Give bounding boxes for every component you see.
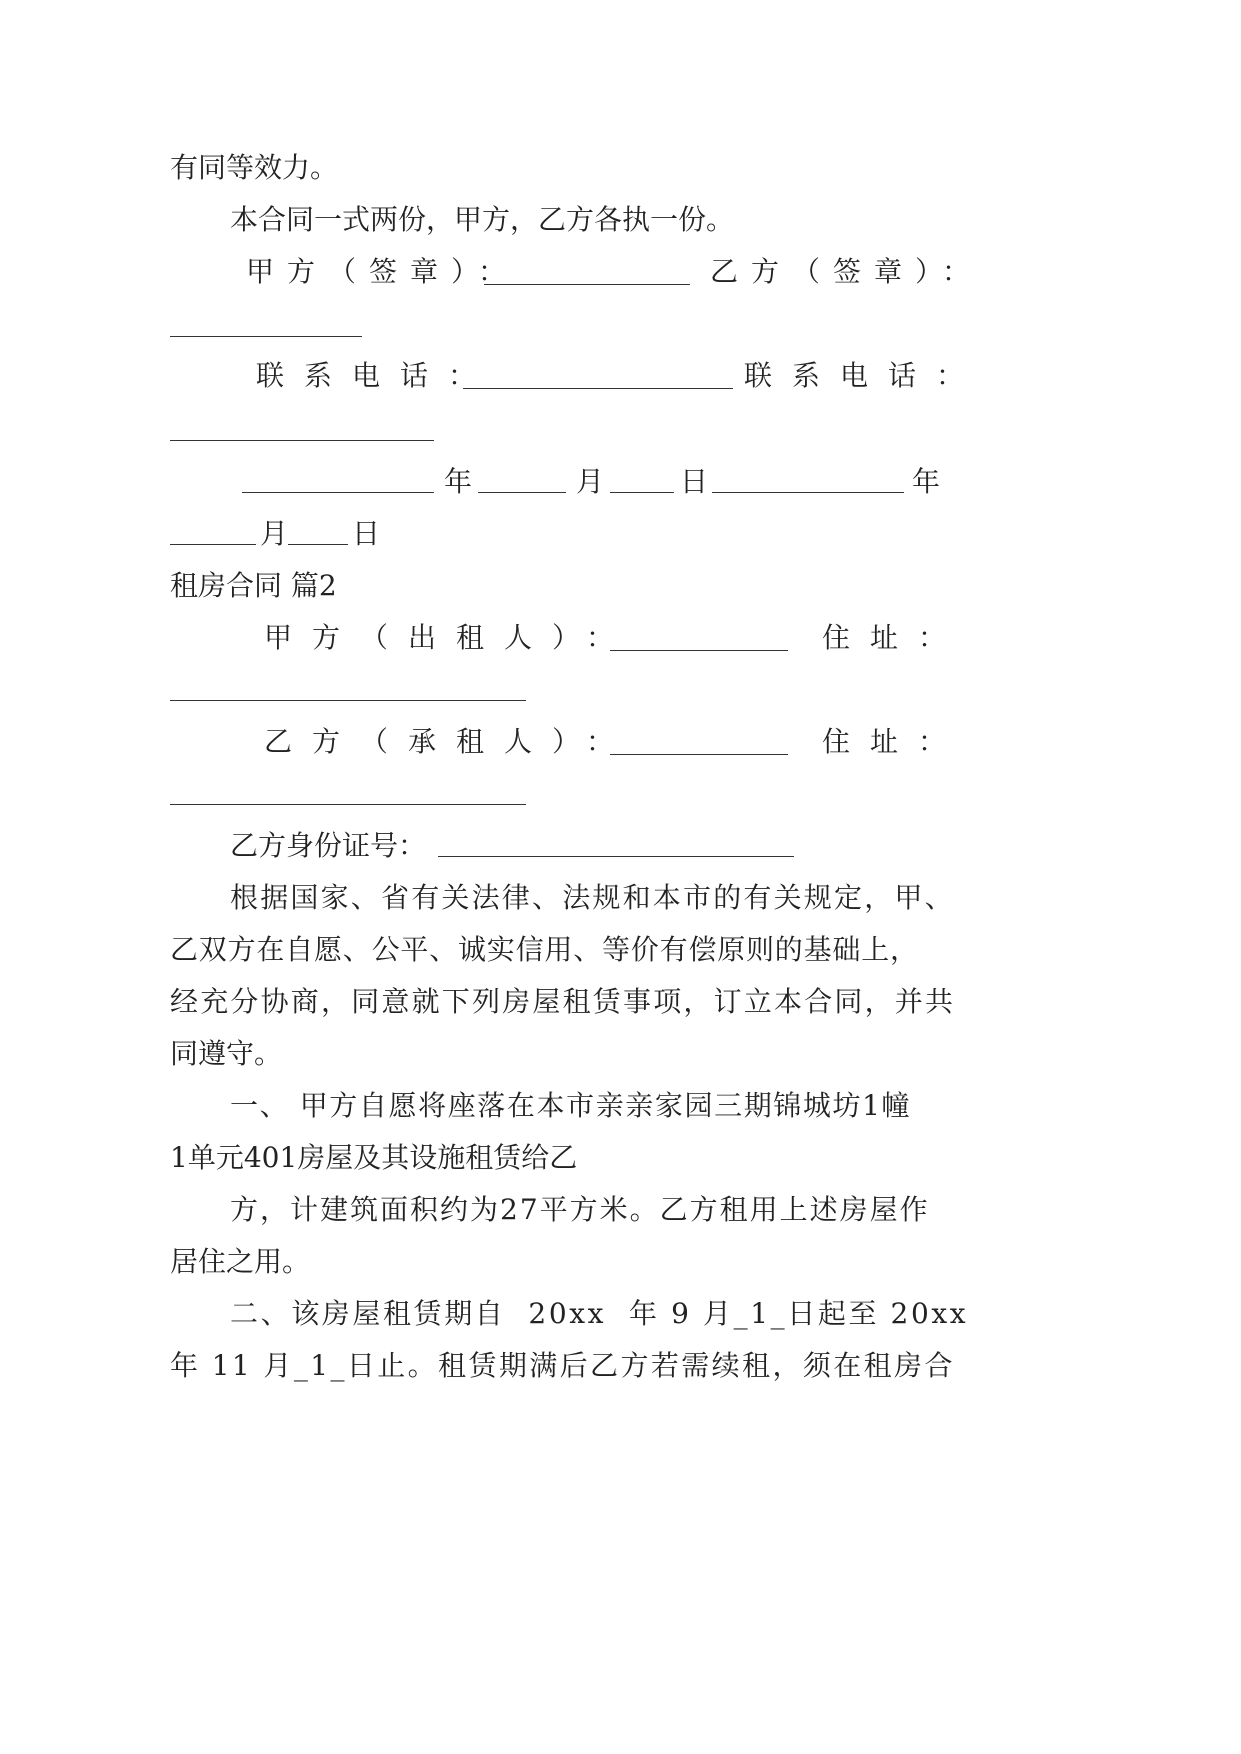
paragraph-line: 居住之用。 xyxy=(170,1245,311,1278)
party-a-label: 甲方（出租人）： xyxy=(264,621,635,654)
text-line: 有同等效力。 xyxy=(170,151,339,184)
date-b-day-blank xyxy=(288,544,348,545)
date-b-year-blank xyxy=(712,492,904,493)
date-year-label: 年 xyxy=(912,465,941,498)
party-a-address-label: 住址： xyxy=(822,621,967,654)
party-a-address-blank xyxy=(170,700,526,701)
date-month-label: 月 xyxy=(576,465,605,498)
paragraph-line: 同遵守。 xyxy=(170,1037,283,1070)
paragraph-line: 经充分协商，同意就下列房屋租赁事项，订立本合同，并共 xyxy=(170,985,956,1018)
party-b-phone-label: 联系电话： xyxy=(744,359,985,392)
paragraph-line: 1单元401房屋及其设施租赁给乙 xyxy=(170,1141,578,1174)
party-a-signature-blank xyxy=(484,284,690,285)
paragraph-line: 乙双方在自愿、公平、诚实信用、等价有偿原则的基础上， xyxy=(170,933,919,966)
party-b-label: 乙方（承租人）： xyxy=(264,725,635,758)
party-b-phone-blank xyxy=(170,440,434,441)
date-day-label: 日 xyxy=(680,465,709,498)
date-a-year-blank xyxy=(242,492,434,493)
date-day-label: 日 xyxy=(352,517,381,550)
party-a-name-blank xyxy=(610,650,788,651)
date-b-month-blank xyxy=(170,544,256,545)
id-number-blank xyxy=(438,856,794,857)
section-title: 租房合同 篇2 xyxy=(170,569,337,602)
paragraph-line: 二、该房屋租赁期自 20xx 年 9 月_1_日起至 20xx xyxy=(230,1297,969,1330)
paragraph-line: 年 11 月_1_日止。租赁期满后乙方若需续租，须在租房合 xyxy=(170,1349,955,1382)
paragraph-line: 方，计建筑面积约为27平方米。乙方租用上述房屋作 xyxy=(230,1193,930,1226)
text-line: 本合同一式两份，甲方，乙方各执一份。 xyxy=(230,203,735,236)
party-b-address-blank xyxy=(170,804,526,805)
id-number-label: 乙方身份证号： xyxy=(230,829,427,862)
party-b-signature-label: 乙方（签章）： xyxy=(710,255,984,288)
paragraph-line: 根据国家、省有关法律、法规和本市的有关规定，甲、 xyxy=(230,881,955,914)
party-b-signature-blank xyxy=(170,336,362,337)
party-a-phone-label: 联系电话： xyxy=(256,359,497,392)
party-b-name-blank xyxy=(610,754,788,755)
date-a-month-blank xyxy=(478,492,566,493)
party-b-address-label: 住址： xyxy=(822,725,967,758)
party-a-signature-label: 甲方（签章）： xyxy=(246,255,520,288)
date-a-day-blank xyxy=(610,492,674,493)
party-a-phone-blank xyxy=(463,388,733,389)
paragraph-line: 一、 甲方自愿将座落在本市亲亲家园三期锦城坊1幢 xyxy=(230,1089,912,1122)
date-year-label: 年 xyxy=(444,465,473,498)
date-month-label: 月 xyxy=(260,517,289,550)
